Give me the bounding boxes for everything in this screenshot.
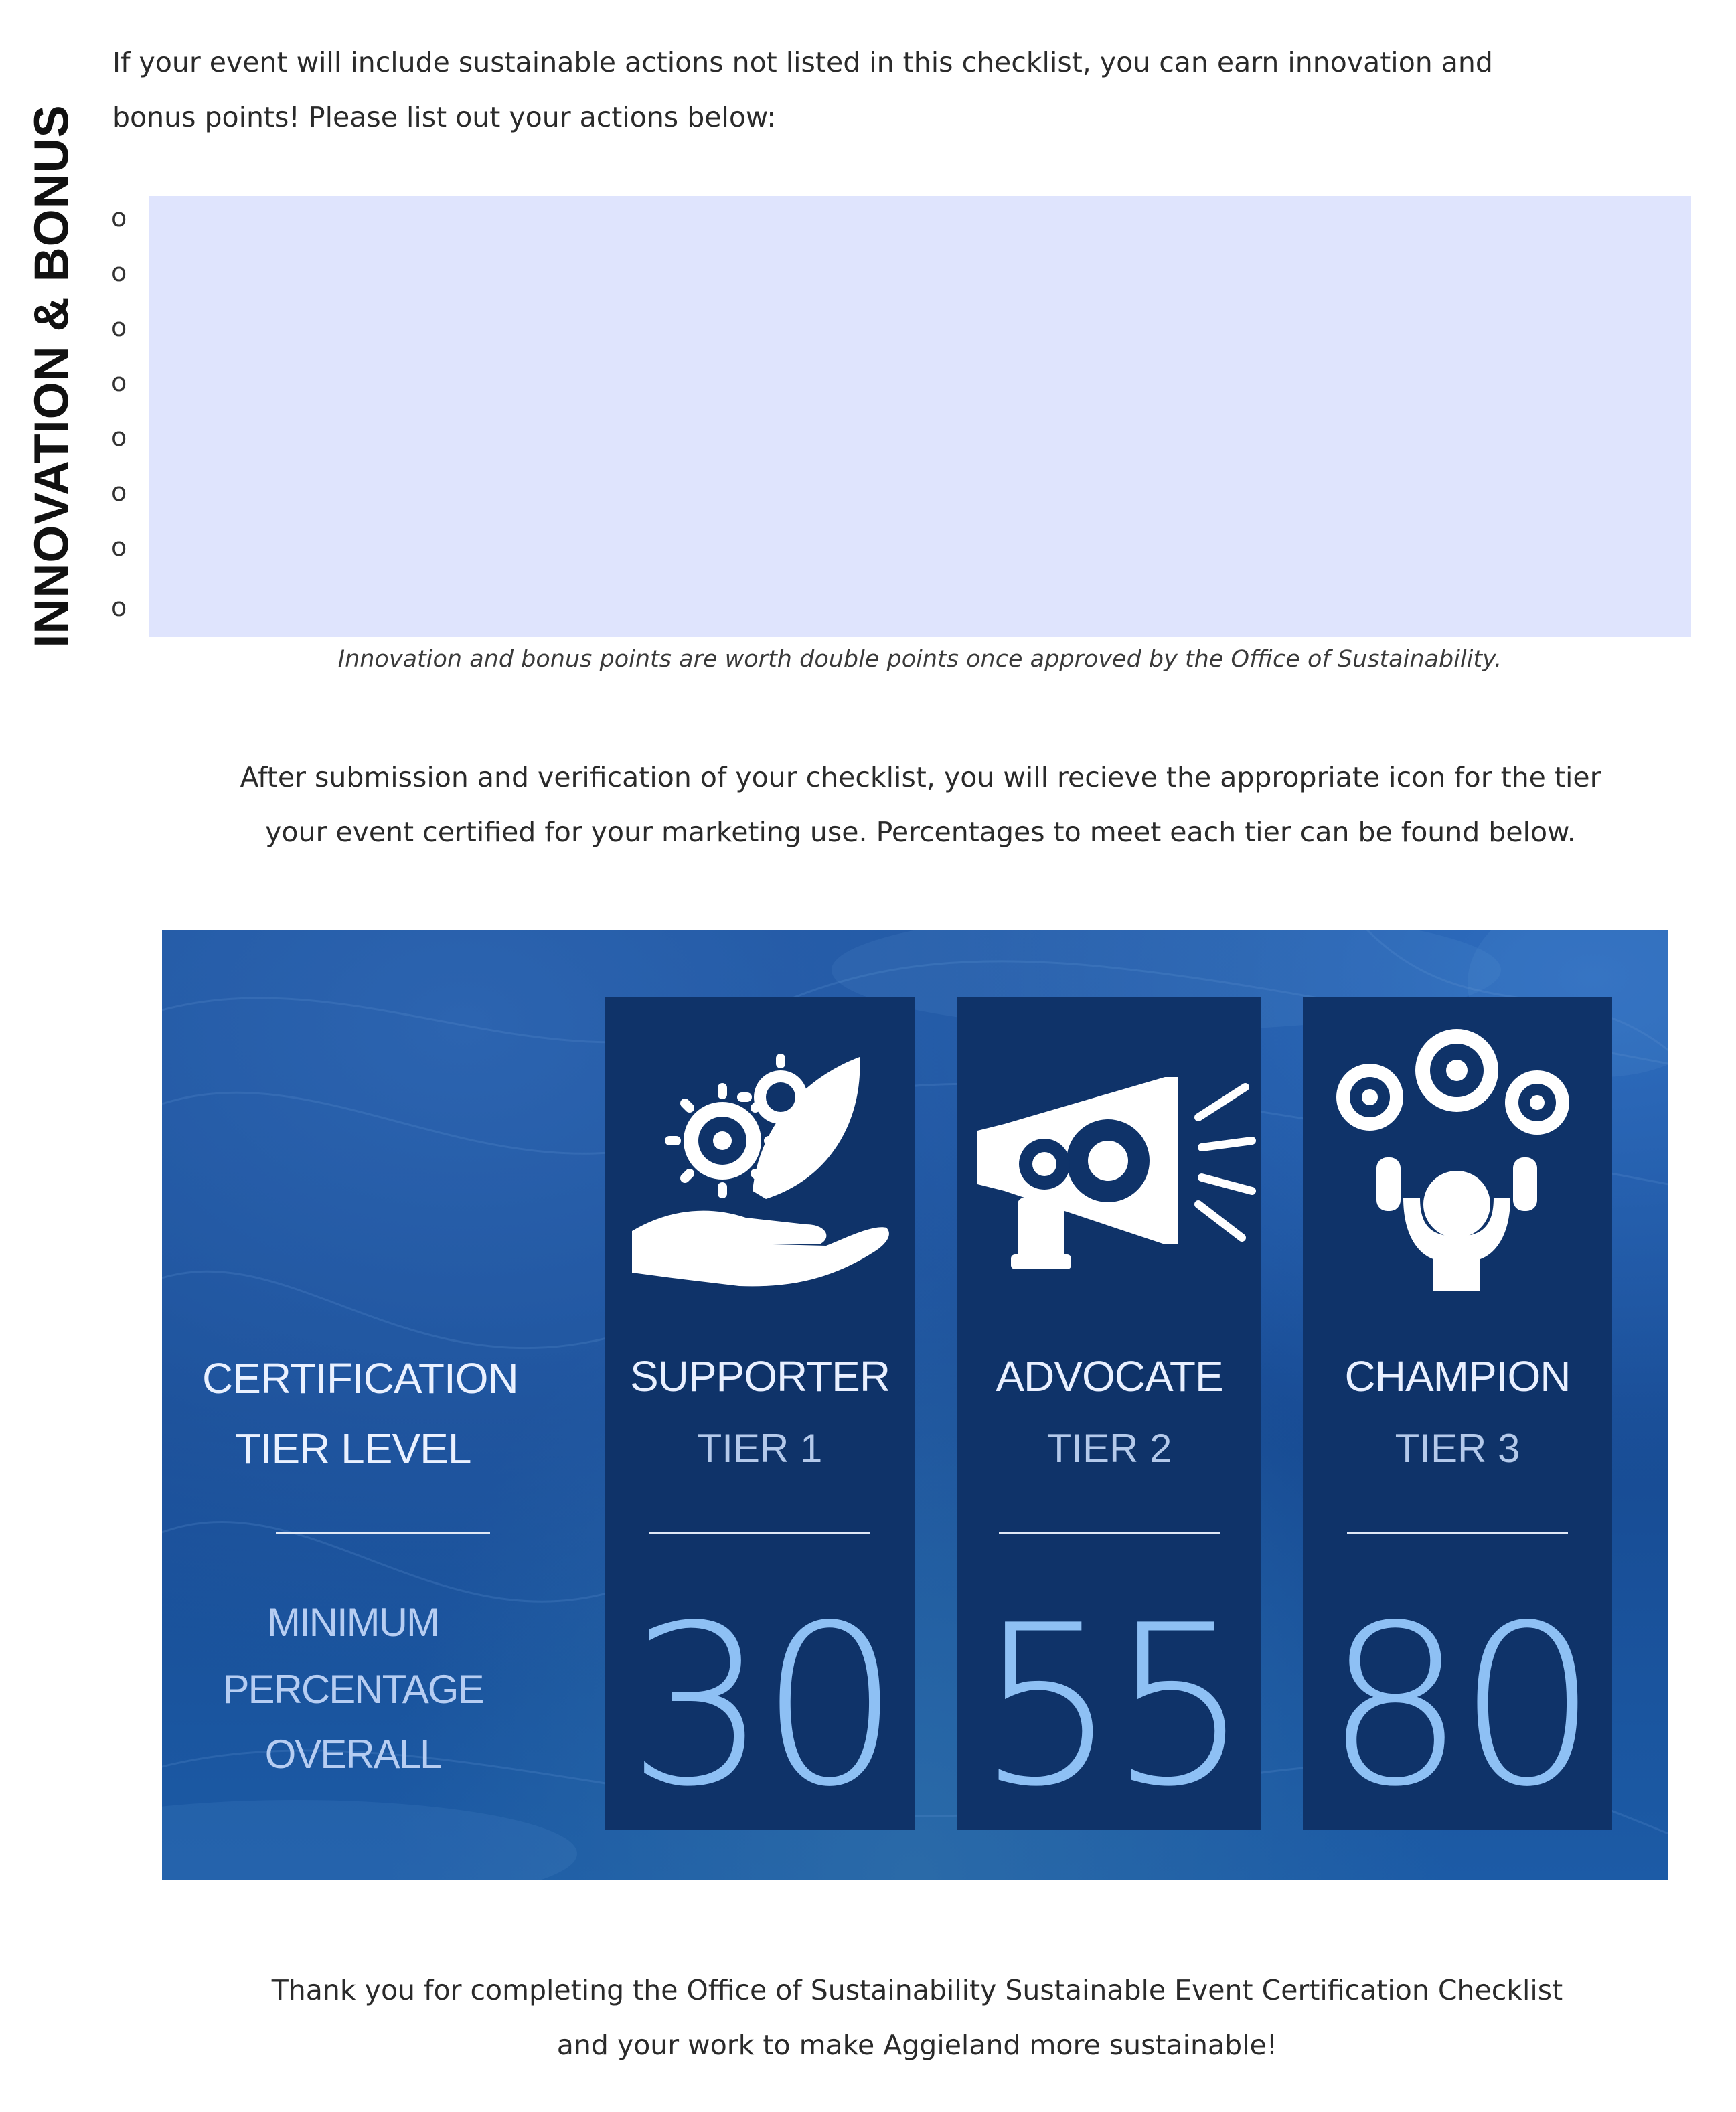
tier-name: CHAMPION — [1344, 1352, 1571, 1400]
intro-line: bonus points! Please list out your actions below: — [112, 101, 777, 133]
tier-number: TIER 1 — [697, 1426, 823, 1471]
certification-tier-panel — [162, 930, 1668, 1880]
divider — [999, 1532, 1220, 1534]
tier-name: ADVOCATE — [996, 1352, 1223, 1400]
thanks-line: and your work to make Aggieland more sustainable! — [556, 2029, 1278, 2061]
tier-percentage: 30 — [627, 1578, 892, 1835]
tier-number: TIER 2 — [1046, 1426, 1172, 1471]
bullet-marker: o — [111, 258, 127, 287]
innovation-actions-field[interactable] — [149, 196, 1691, 637]
intro-line: If your event will include sustainable actions not listed in this checklist, you can earn innovation and — [112, 46, 1493, 78]
divider — [1347, 1532, 1568, 1534]
tier-level-label: TIER LEVEL — [234, 1425, 471, 1473]
bullet-marker: o — [111, 368, 127, 397]
thank-you-paragraph — [147, 1963, 1687, 2073]
overall-label: OVERALL — [264, 1732, 441, 1777]
certification-label: CERTIFICATION — [202, 1354, 518, 1402]
tier-column-supporter — [605, 997, 915, 1835]
section-title-vertical — [25, 42, 79, 711]
bullet-marker: o — [111, 532, 127, 562]
megaphone-gears-icon — [957, 1024, 1261, 1291]
tier-label-column — [202, 930, 518, 1880]
section-title: INNOVATION & BONUS — [25, 104, 79, 648]
after-line: After submission and verification of your checklist, you will recieve the appropriate icon for the tier — [240, 761, 1601, 793]
after-line: your event certified for your marketing use. Percentages to meet each tier can be found below. — [265, 816, 1576, 848]
tier-name: SUPPORTER — [629, 1352, 890, 1400]
bullet-marker: o — [111, 313, 127, 342]
bullet-marker: o — [111, 203, 127, 232]
tier-percentage: 80 — [1325, 1578, 1590, 1835]
percentage-label: PERCENTAGE — [222, 1667, 483, 1712]
tier-percentage: 55 — [977, 1578, 1242, 1835]
after-submission-paragraph — [134, 750, 1707, 860]
tier-column-champion — [1303, 997, 1612, 1835]
bullet-marker: o — [111, 422, 127, 452]
tier-column-advocate — [957, 997, 1261, 1835]
hand-leaf-gears-icon — [605, 1024, 915, 1291]
thanks-line: Thank you for completing the Office of Sustainability Sustainable Event Certification Checklist — [271, 1974, 1563, 2006]
intro-paragraph — [112, 35, 1706, 145]
bullet-marker: o — [111, 477, 127, 507]
divider — [276, 1532, 490, 1534]
bonus-note: Innovation and bonus points are worth double points once approved by the Office of Sustainability. — [337, 646, 1502, 673]
person-raising-gears-icon — [1303, 1024, 1612, 1291]
bullet-marker: o — [111, 592, 127, 622]
tier-number: TIER 3 — [1395, 1426, 1520, 1471]
divider — [649, 1532, 870, 1534]
minimum-label: MINIMUM — [267, 1600, 439, 1645]
